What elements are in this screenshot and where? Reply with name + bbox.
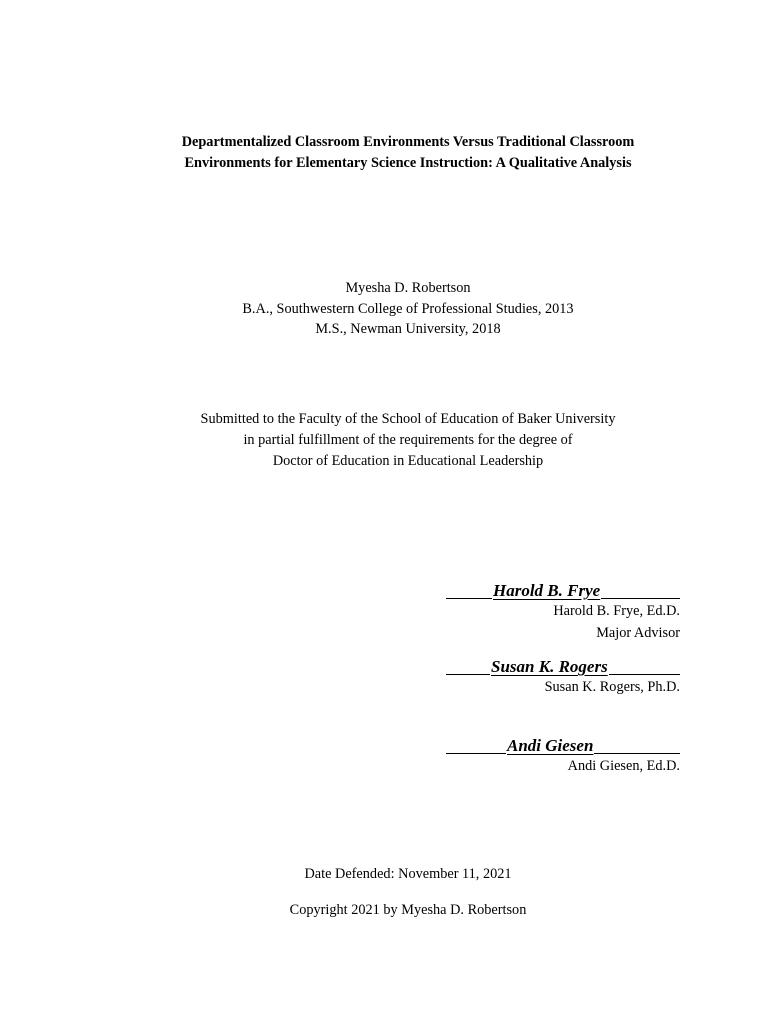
submission-statement xyxy=(0,409,770,472)
date-defended: Date Defended: November 11, 2021 xyxy=(304,866,512,882)
signature-text: Harold B. Frye xyxy=(493,581,601,600)
signature-line xyxy=(446,731,680,754)
author-degree-ms: M.S., Newman University, 2018 xyxy=(315,321,501,337)
author-name: Myesha D. Robertson xyxy=(345,280,471,296)
signature-line xyxy=(446,652,680,675)
copyright-notice: Copyright 2021 by Myesha D. Robertson xyxy=(289,902,527,918)
signature-line xyxy=(446,576,680,599)
author-degree-ba: B.A., Southwestern College of Professional Studies, 2013 xyxy=(242,300,574,317)
signer-printed-name: Harold B. Frye, Ed.D. xyxy=(553,603,680,619)
title-line-2: Environments for Elementary Science Instruction: A Qualitative Analysis xyxy=(184,155,632,171)
signature-text: Andi Giesen xyxy=(507,736,594,755)
signature-text: Susan K. Rogers xyxy=(491,657,608,676)
dissertation-title xyxy=(0,132,770,174)
submission-line-1: Submitted to the Faculty of the School of Education of Baker University xyxy=(200,411,616,427)
author-info xyxy=(0,278,770,340)
signature-block-advisor xyxy=(446,576,680,643)
signature-block-committee-2 xyxy=(446,731,680,776)
submission-line-2: in partial fulfillment of the requirements for the degree of xyxy=(243,432,573,448)
submission-line-3: Doctor of Education in Educational Leadership xyxy=(272,453,544,469)
signature-block-committee-1 xyxy=(446,652,680,697)
signer-printed-name: Susan K. Rogers, Ph.D. xyxy=(544,679,680,695)
title-line-1: Departmentalized Classroom Environments Versus Traditional Classroom xyxy=(181,134,635,150)
signer-printed-name: Andi Giesen, Ed.D. xyxy=(567,758,680,774)
signer-role: Major Advisor xyxy=(596,625,680,641)
